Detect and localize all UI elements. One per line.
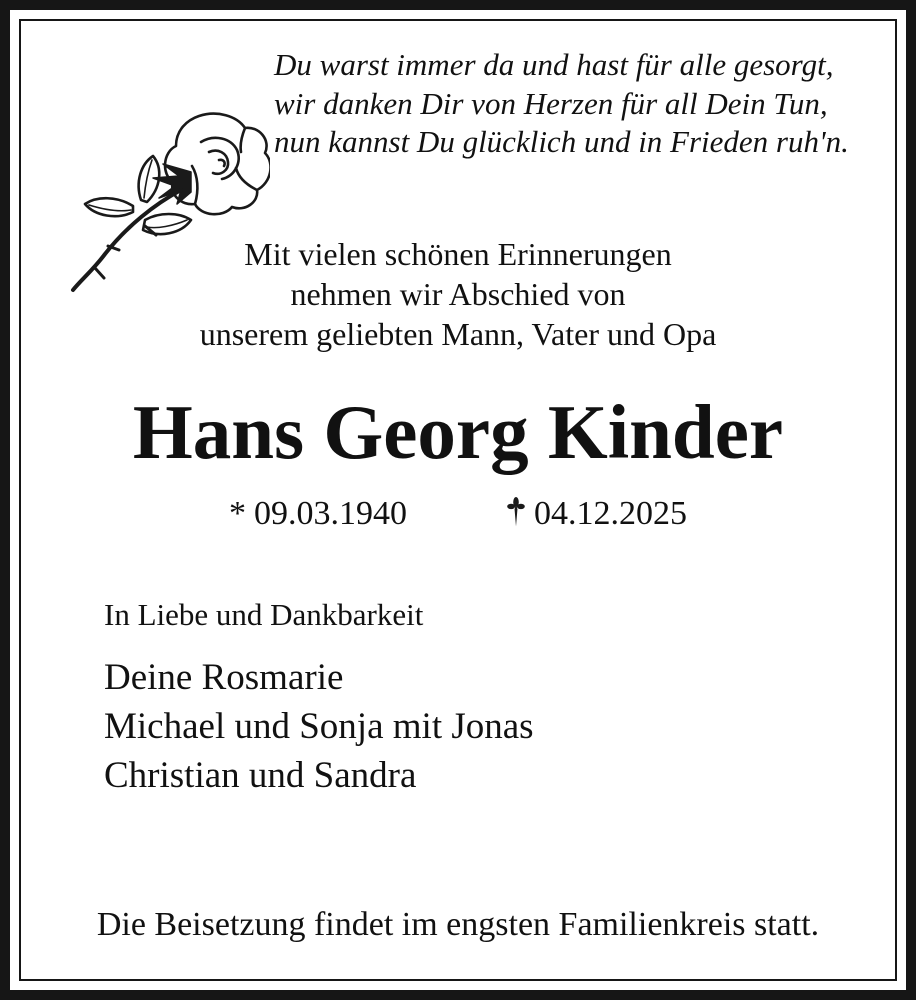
birth-date [229, 494, 407, 534]
epitaph-line: nun kannst Du glücklich und in Frieden ruh'n. [274, 124, 849, 159]
mourner-line: Christian und Sandra [104, 755, 417, 796]
mourners-list [104, 653, 534, 800]
intro-line: nehmen wir Abschied von [290, 276, 626, 312]
mourner-line: Deine Rosmarie [104, 657, 344, 698]
epitaph-poem [274, 46, 849, 162]
mourner-line: Michael und Sonja mit Jonas [104, 706, 534, 747]
memorial-cross-icon [507, 496, 525, 528]
deceased-name: Hans Georg Kinder [132, 389, 784, 475]
epitaph-line: wir danken Dir von Herzen für all Dein Tun, [274, 85, 828, 121]
death-date [507, 494, 687, 534]
intro-line: unserem geliebten Mann, Vater und Opa [199, 316, 717, 352]
birth-date-value: 09.03.1940 [254, 495, 407, 532]
salutation: In Liebe und Dankbarkeit [104, 597, 424, 632]
funeral-note: Die Beisetzung findet im engsten Familienkreis statt. [96, 906, 820, 943]
death-date-value: 04.12.2025 [534, 495, 687, 532]
life-dates [0, 494, 916, 534]
intro-line: Mit vielen schönen Erinnerungen [244, 236, 672, 272]
introduction-text [0, 234, 916, 354]
epitaph-line: Du warst immer da und hast für alle gesorgt, [274, 47, 834, 82]
birth-star-symbol: * [229, 495, 246, 532]
